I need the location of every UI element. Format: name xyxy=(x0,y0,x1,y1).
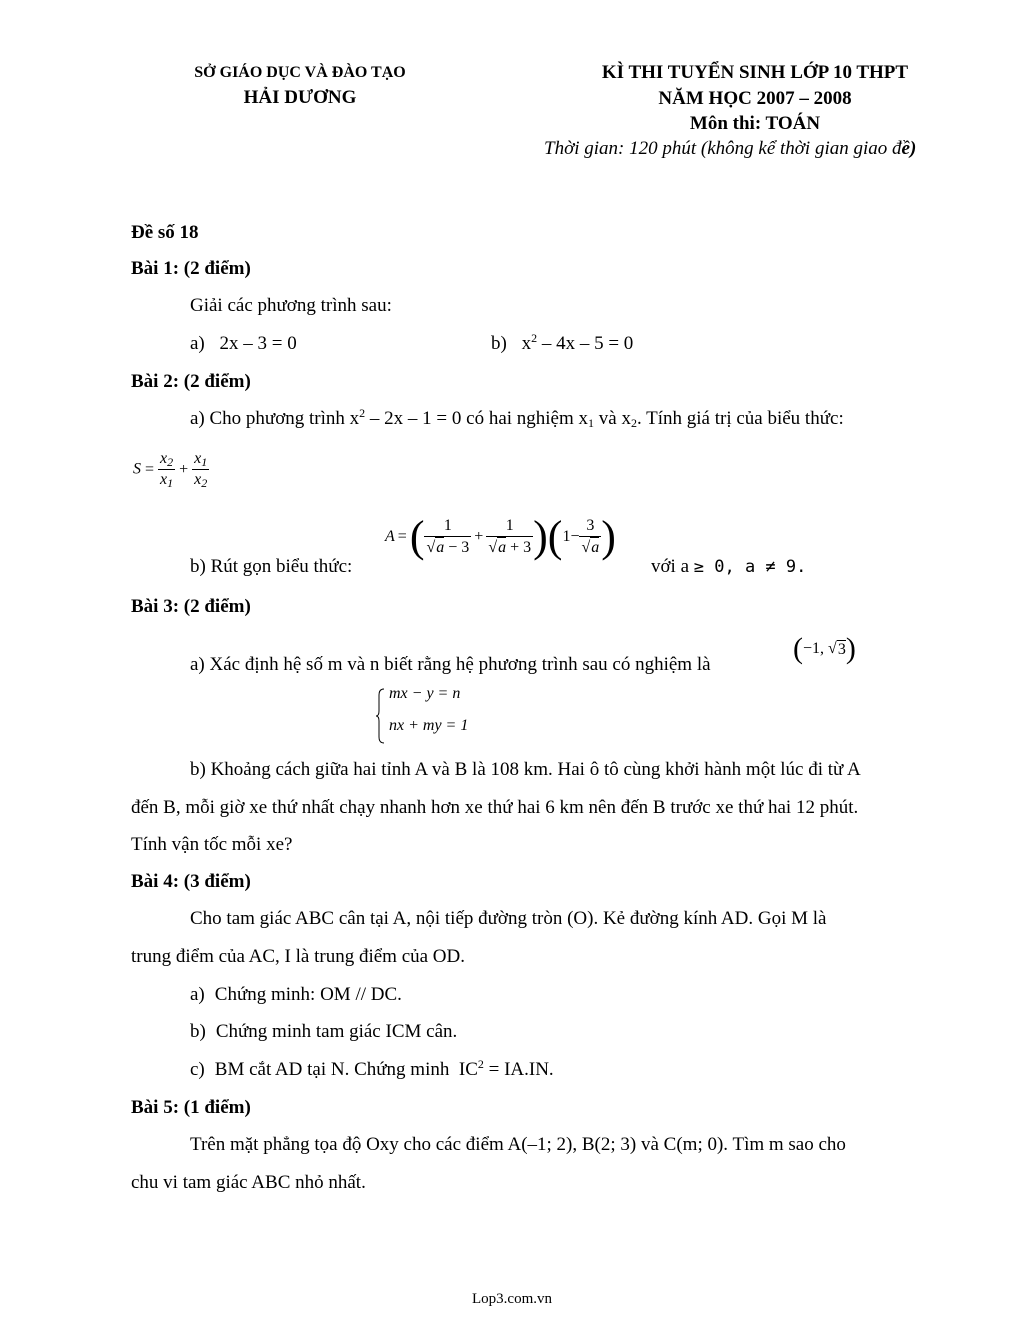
problem-2b-text: b) Rút gọn biểu thức: xyxy=(190,556,353,577)
school-year: NĂM HỌC 2007 – 2008 xyxy=(658,88,852,109)
problem-5-title: Bài 5: (1 điểm) xyxy=(131,1097,251,1118)
problem-1a xyxy=(190,333,297,355)
problem-1a-label: a) xyxy=(190,333,205,354)
subject: Môn thi: TOÁN xyxy=(689,113,821,134)
problem-4a: a) Chứng minh: OM // DC. xyxy=(190,984,402,1005)
problem-3b-line-2: đến B, mỗi giờ xe thứ nhất chạy nhanh hơn xe thứ hai 6 km nên đến B trước xe thứ hai 12 phút. xyxy=(131,797,859,818)
problem-3-title: Bài 3: (2 điểm) xyxy=(131,596,251,617)
problem-2b-condition: với a ≥ 0, a ≠ 9. xyxy=(651,556,807,577)
solution-point: (−1, √3) xyxy=(793,632,856,665)
problem-5-line-2: chu vi tam giác ABC nhỏ nhất. xyxy=(131,1172,366,1193)
problem-2-title: Bài 2: (2 điểm) xyxy=(131,371,251,392)
problem-3a-text: a) Xác định hệ số m và n biết rằng hệ phương trình sau có nghiệm là xyxy=(190,654,711,675)
problem-1b-equation: $x^2 - 4x - 5 = 0$ xyxy=(521,331,634,354)
department-name: SỞ GIÁO DỤC VÀ ĐÀO TẠO xyxy=(194,64,406,81)
formula-a: A =( $\frac{1}{√a - 3}$ + $\frac{1}{√a + 3}$ )(1− $\frac{3}{√a}$ ) xyxy=(385,512,616,561)
problem-4b: b) Chứng minh tam giác ICM cân. xyxy=(190,1021,458,1042)
problem-1b-label: b) xyxy=(491,333,507,354)
time-allowed-italic: Thời gian: 120 phút (không kể thời gian giao đ xyxy=(544,138,902,159)
system-line-1: mx − y = n xyxy=(389,685,461,702)
problem-4-line-2: trung điểm của AC, I là trung điểm của OD. xyxy=(131,946,466,967)
problem-1b xyxy=(491,333,633,355)
problem-3b-line-1: b) Khoảng cách giữa hai tỉnh A và B là 108 km. Hai ô tô cùng khởi hành một lúc đi từ A xyxy=(190,759,861,780)
problem-4-title: Bài 4: (3 điểm) xyxy=(131,871,251,892)
exam-title: KÌ THI TUYỂN SINH LỚP 10 THPT xyxy=(601,62,909,83)
exam-number: Đề số 18 xyxy=(131,222,199,243)
system-line-2: nx + my = 1 xyxy=(389,717,469,734)
footer-site: Lop3.com.vn xyxy=(472,1291,552,1307)
problem-5-line-1: Trên mặt phẳng tọa độ Oxy cho các điểm A(–1; 2), B(2; 3) và C(m; 0). Tìm m sao cho xyxy=(190,1134,846,1155)
problem-1a-equation: 2x – 3 = 0 xyxy=(219,333,297,354)
province-name: HẢI DƯƠNG xyxy=(243,87,357,108)
problem-4c: c) BM cắt AD tại N. Chứng minh $IC^2 = IA.IN$. xyxy=(190,1057,554,1080)
time-allowed-bold: ề) xyxy=(901,138,917,159)
problem-3b-line-3: Tính vận tốc mỗi xe? xyxy=(131,834,293,855)
time-allowed xyxy=(544,138,916,160)
problem-1-intro: Giải các phương trình sau: xyxy=(190,295,392,316)
brace-icon xyxy=(376,687,386,745)
problem-1-title: Bài 1: (2 điểm) xyxy=(131,258,251,279)
problem-2a-text: a) Cho phương trình $x^2 - 2x - 1 = 0$ có hai nghiệm $x_1$ và $x_2$. Tính giá trị của biểu thức: xyxy=(190,406,844,430)
problem-4-line-1: Cho tam giác ABC cân tại A, nội tiếp đường tròn (O). Kẻ đường kính AD. Gọi M là xyxy=(190,908,827,929)
formula-s: S = $\frac{x_2}{x_1}$ + $\frac{x_1}{x_2}$ xyxy=(133,450,208,490)
